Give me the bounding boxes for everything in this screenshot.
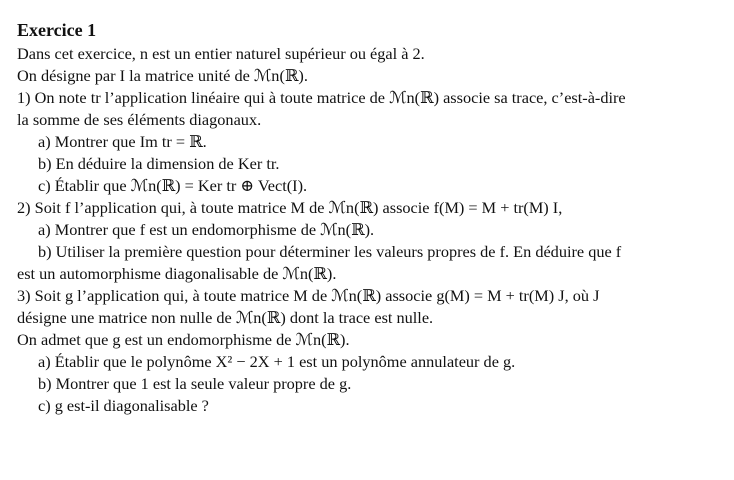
question-1a: a) Montrer que Im tr = ℝ.: [38, 132, 207, 151]
question-2a: a) Montrer que f est un endomorphisme de ℳn(ℝ).: [38, 220, 375, 239]
question-1c: c) Établir que ℳn(ℝ) = Ker tr ⊕ Vect(I).: [38, 176, 308, 195]
question-1b: b) En déduire la dimension de Ker tr.: [38, 154, 280, 173]
question-3b: b) Montrer que 1 est la seule valeur propre de g.: [38, 374, 352, 393]
question-3-assumption: On admet que g est un endomorphisme de ℳn(ℝ).: [17, 330, 350, 349]
question-3a: a) Établir que le polynôme X² − 2X + 1 est un polynôme annulateur de g.: [38, 352, 516, 371]
question-1-statement-continued: la somme de ses éléments diagonaux.: [17, 110, 262, 129]
question-3-statement: 3) Soit g l’application qui, à toute matrice M de ℳn(ℝ) associe g(M) = M + tr(M) J, où J: [17, 286, 600, 305]
question-2b: b) Utiliser la première question pour déterminer les valeurs propres de f. En déduire que f: [38, 242, 622, 261]
question-2-statement: 2) Soit f l’application qui, à toute matrice M de ℳn(ℝ) associe f(M) = M + tr(M) I,: [17, 198, 563, 217]
question-2b-continued: est un automorphisme diagonalisable de ℳn(ℝ).: [17, 264, 337, 283]
intro-line-1: Dans cet exercice, n est un entier naturel supérieur ou égal à 2.: [17, 44, 425, 63]
question-3c: c) g est-il diagonalisable ?: [38, 396, 209, 415]
question-3-statement-continued: désigne une matrice non nulle de ℳn(ℝ) dont la trace est nulle.: [17, 308, 434, 327]
intro-line-2: On désigne par I la matrice unité de ℳn(ℝ).: [17, 66, 308, 85]
exercise-title: Exercice 1: [17, 20, 97, 40]
question-1-statement: 1) On note tr l’application linéaire qui à toute matrice de ℳn(ℝ) associe sa trace, c’est-à-dire: [17, 88, 626, 107]
